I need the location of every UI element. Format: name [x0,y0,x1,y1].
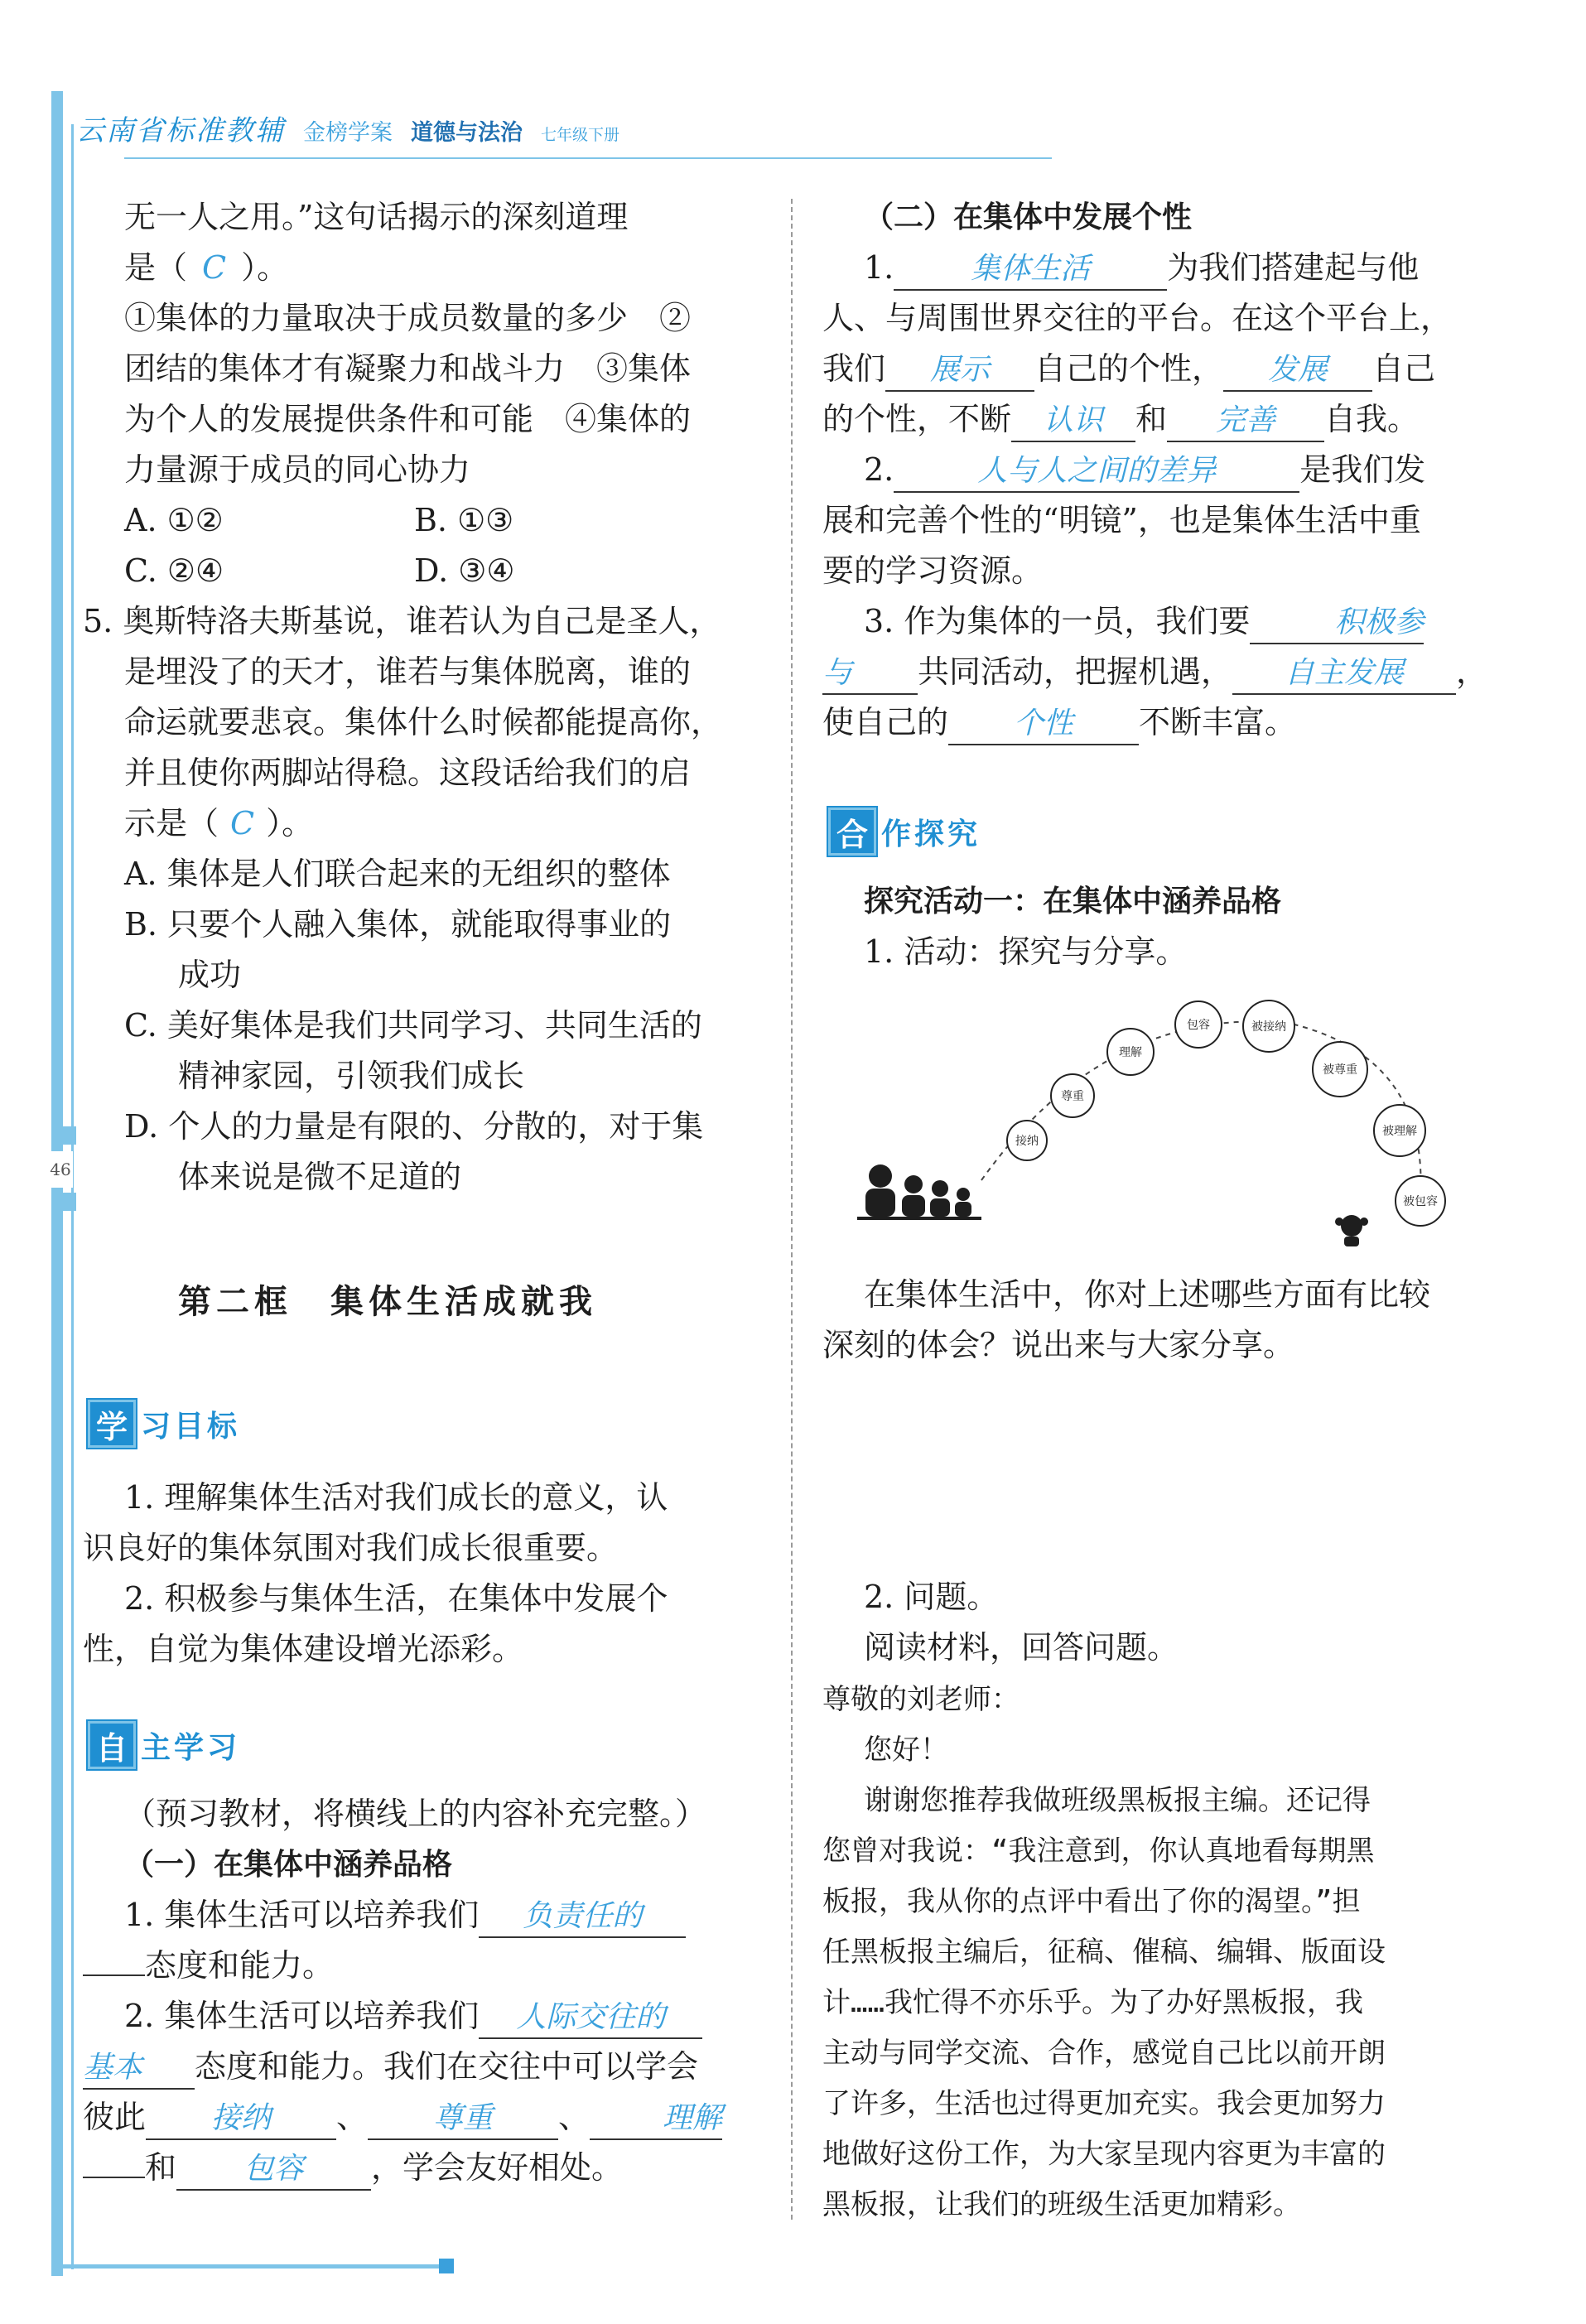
problem-title: 2. 问题。 [864,1579,999,1615]
fill-item-1-cont: 态度和能力。 [83,1941,762,1991]
page-header [76,108,619,149]
page-frame-bottom [51,2264,441,2269]
subsection-title: （二）在集体中发展个性 [864,200,1193,234]
right-fill-1-line4: 的个性，不断 认识 和 完善 自我。 [822,394,1485,445]
bubble-label: 被理解 [1382,1125,1417,1138]
q5-stem: 5. 奥斯特洛夫斯基说，谁若认为自己是圣人， [83,603,721,639]
q5-choice-d: D. 个人的力量是有限的、分散的，对于集 [124,1108,704,1145]
bubble-label: 被包容 [1403,1195,1438,1208]
brand-title: 云南省标准教辅 [76,114,285,147]
self-study-badge: 自 [88,1721,136,1769]
q4-choices-cd [83,546,762,596]
goals-label: 习目标 [141,1409,241,1444]
page-tab-top [51,1126,76,1145]
bubble-label: 理解 [1119,1046,1142,1059]
fill-answer: 人与人之间的差异 [977,454,1217,488]
bubble-label: 接纳 [1015,1135,1039,1148]
bubble-diagram [857,990,1487,1251]
fill-answer: 个性 [1014,706,1074,740]
fill-answer: 尊重 [433,2101,494,2135]
subsection-title: （一）在集体中涵养品格 [124,1848,453,1882]
q5-choice-c: C. 美好集体是我们共同学习、共同生活的 [124,1007,702,1044]
q5-stem: 命运就要悲哀。集体什么时候都能提高你， [124,704,723,740]
self-study-intro: （预习教材，将横线上的内容补充完整。） [124,1796,707,1832]
fill-answer: 认识 [1044,403,1104,437]
choice-a: A. ①② [124,502,224,538]
fill-item-2-cont: 基本 态度和能力。我们在交往中可以学会 [83,2042,762,2092]
q4-option: ①集体的力量取决于成员数量的多少 ② [124,300,692,336]
fill-answer: 包容 [243,2152,304,2186]
q5-choice-d-cont: 体来说是微不足道的 [178,1159,462,1195]
coop-label: 作探究 [881,817,981,851]
coop-badge: 合 [828,808,876,856]
discussion-block [822,1270,1485,1371]
letter-greeting: 尊敬的刘老师： [822,1683,1020,1716]
discussion-question-cont: 深刻的体会？说出来与大家分享。 [822,1327,1295,1363]
left-column [83,192,762,1203]
page-tab-bottom [51,1193,76,1211]
q5-stem: 是埋没了的天才，谁若与集体脱离，谁的 [124,653,692,690]
q5-answer-line: 示是（ C ）。 [124,805,314,841]
letter-hello: 您好！ [864,1733,948,1767]
fill-answer: 与 [822,656,853,690]
letter-line: 了许多，生活也过得更加充实。我会更加努力 [822,2087,1386,2120]
q5-choice-a: A. 集体是人们联合起来的无组织的整体 [124,856,671,892]
activity-title: 探究活动一：在集体中涵养品格 [864,885,1282,919]
fill-answer: 负责任的 [523,1899,643,1933]
bubble-label: 被接纳 [1251,1020,1286,1034]
letter-line: 谢谢您推荐我做班级黑板报主编。还记得 [864,1784,1371,1817]
q4-option: 为个人的发展提供条件和可能 ④集体的 [124,401,692,437]
fill-answer: 人际交往的 [516,2000,666,2034]
activity-step: 1. 活动：探究与分享。 [864,933,1188,970]
q5-answer: C [230,805,255,841]
fill-answer: 积极参 [1334,605,1425,639]
right-fill-2: 2. 人与人之间的差异 是我们发 [822,445,1485,495]
letter-material [822,1675,1485,2230]
discussion-question: 在集体生活中，你对上述哪些方面有比较 [864,1276,1431,1313]
fill-item-1: 1. 集体生活可以培养我们 负责任的 [83,1890,762,1941]
self-study-label: 主学习 [141,1730,241,1765]
fill-answer: 发展 [1268,353,1328,387]
bubble-label: 被尊重 [1323,1063,1357,1077]
q4-option: 力量源于成员的同心协力 [124,451,471,488]
problem-instruction: 阅读材料，回答问题。 [864,1629,1179,1666]
page-number: 46 [48,1151,73,1188]
fill-answer: 展示 [930,353,991,387]
letter-line: 地做好这份工作，为大家呈现内容更为丰富的 [822,2138,1386,2171]
right-fill-3: 3. 作为集体的一员，我们要 积极参 [822,596,1485,647]
choice-c: C. ②④ [124,552,224,589]
right-text: 要的学习资源。 [822,552,1044,589]
fill-item-2-line4: 和 包容 ，学会友好相处。 [83,2143,762,2193]
self-study-text [83,1789,762,2193]
self-study-heading [88,1721,240,1769]
right-fill-3-line3: 使自己的 个性 不断丰富。 [822,697,1485,748]
q4-choices-ab [83,495,762,546]
goal-1: 1. 理解集体生活对我们成长的意义，认 [124,1479,668,1516]
bubble-label: 包容 [1187,1019,1210,1032]
letter-line: 任黑板报主编后，征稿、催稿、编辑、版面设 [822,1936,1386,1969]
right-fill-3-line2: 与 共同活动，把握机遇， 自主发展 ， [822,647,1485,697]
goals-heading [88,1400,240,1448]
q4-option: 团结的集体才有凝聚力和战斗力 ③集体 [124,350,692,387]
right-column [822,192,1488,748]
section-title: 第二框 集体生活成就我 [178,1283,597,1321]
q4-line: 无一人之用。”这句话揭示的深刻道理 [124,199,629,235]
choice-b: B. ①③ [414,502,514,538]
fill-answer: 完善 [1216,403,1276,437]
subject-title: 道德与法治 [411,120,523,146]
right-fill-1-line3: 我们 展示 自己的个性， 发展 自己 [822,344,1485,394]
goals-text [83,1473,762,1675]
coop-heading [828,808,981,856]
fill-answer: 理解 [663,2101,723,2135]
letter-line: 计……我忙得不亦乐乎。为了办好黑板报，我 [822,1986,1363,2019]
page-frame-corner-square [439,2259,454,2273]
right-text: 人、与周围世界交往的平台。在这个平台上， [822,300,1453,336]
letter-line: 黑板报，让我们的班级生活更加精彩。 [822,2188,1301,2221]
q5-choice-b: B. 只要个人融入集体，就能取得事业的 [124,906,672,943]
q4-answer-line: 是（ C ）。 [124,249,289,286]
q5-choice-b-cont: 成功 [178,957,242,993]
goal-2: 2. 积极参与集体生活，在集体中发展个 [124,1580,668,1617]
right-fill-1: 1. 集体生活 为我们搭建起与他 [822,243,1485,293]
q5-choice-c-cont: 精神家园，引领我们成长 [178,1058,525,1094]
problem-block [822,1572,1485,1673]
right-text: 展和完善个性的“明镜”，也是集体生活中重 [822,502,1421,538]
goal-1-cont: 识良好的集体氛围对我们成长很重要。 [83,1530,619,1566]
q4-answer: C [202,249,227,286]
bubble-label: 尊重 [1061,1090,1084,1103]
bubble-diagram-svg [857,990,1487,1251]
series-title: 金榜学案 [303,120,393,146]
header-rule [124,157,1052,159]
fill-answer: 自主发展 [1285,656,1405,690]
activity-block [822,876,1485,977]
fill-answer: 接纳 [211,2101,272,2135]
q5-stem: 并且使你两脚站得稳。这段话给我们的启 [124,755,692,791]
choice-d: D. ③④ [414,552,515,589]
fill-answer: 基本 [83,2051,143,2085]
letter-line: 您曾对我说：“我注意到，你认真地看每期黑 [822,1835,1375,1868]
column-divider [791,199,793,2220]
fill-item-2-line3: 彼此 接纳 、 尊重 、 理解 [83,2092,762,2143]
goal-2-cont: 性，自觉为集体建设增光添彩。 [83,1631,524,1667]
fill-item-2: 2. 集体生活可以培养我们 人际交往的 [83,1991,762,2042]
letter-line: 板报，我从你的点评中看出了你的渴望。”担 [822,1885,1361,1918]
grade-label: 七年级下册 [541,126,620,144]
letter-line: 主动与同学交流、合作，感觉自己比以前开朗 [822,2037,1386,2070]
goals-badge: 学 [88,1400,136,1448]
fill-answer: 集体生活 [971,252,1091,286]
